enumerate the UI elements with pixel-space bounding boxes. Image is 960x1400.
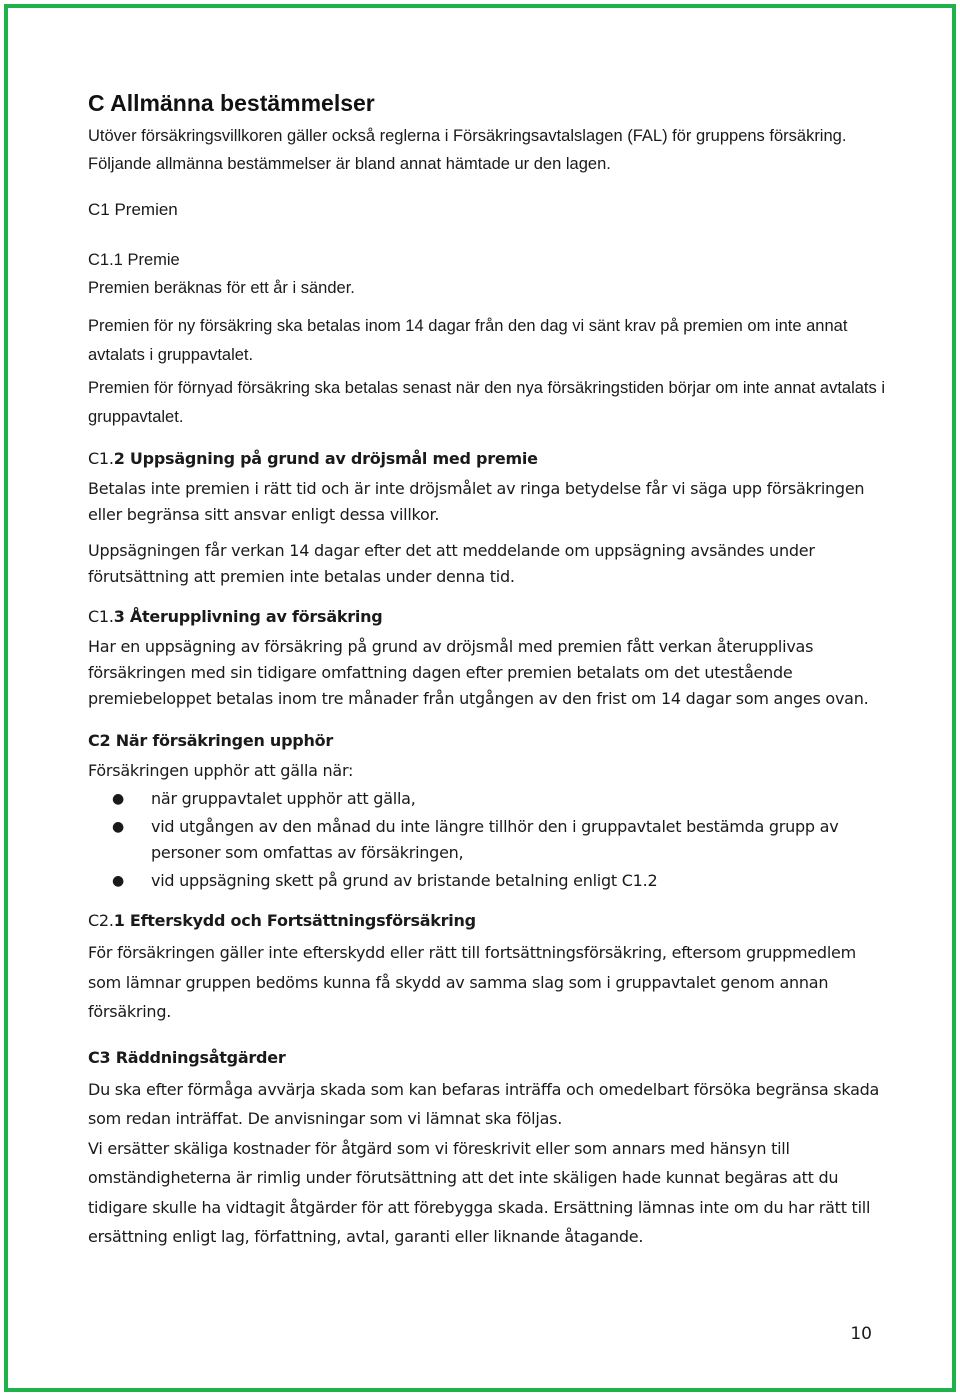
c13-title: 3 Återupplivning av försäkring (113, 607, 383, 626)
c11-paragraph-1: Premien beräknas för ett år i sänder. (88, 279, 355, 297)
list-item-text: när gruppavtalet upphör att gälla, (151, 789, 416, 808)
c11-paragraph-3: Premien för förnyad försäkring ska betalas senast när den nya försäkringstiden börjar om inte annat avtalats i gruppavtalet. (88, 379, 886, 426)
c11-heading (88, 246, 888, 274)
list-item (88, 868, 888, 894)
c12-paragraph-1: Betalas inte premien i rätt tid och är inte dröjsmålet av ringa betydelse får vi säga upp försäkringen eller begränsa sitt ansvar enligt dessa villkor. (88, 479, 865, 524)
c2-bullet-list (88, 786, 888, 894)
list-item (88, 786, 888, 812)
c11-paragraph-2: Premien för ny försäkring ska betalas inom 14 dagar från den dag vi sänt krav på premien om inte annat avtalats i gruppavtalet. (88, 317, 848, 364)
c13-paragraph: Har en uppsägning av försäkring på grund av dröjsmål med premien fått verkan återupplivas försäkringen med sin tidigare omfattning dagen efter premien betalats om det utestående premiebeloppet betalas inom tre månader från utgången av den frist om 14 dagar som anges ovan. (88, 637, 869, 708)
c21-number: C2. (88, 911, 114, 930)
c12-paragraph-2: Uppsägningen får verkan 14 dagar efter det att meddelande om uppsägning avsändes under förutsättning att premien inte betalas under denna tid. (88, 541, 815, 586)
c2-lead: Försäkringen upphör att gälla när: (88, 761, 354, 780)
page-content (88, 90, 888, 1252)
c21-heading (88, 908, 888, 934)
page-number: 10 (850, 1324, 872, 1344)
document-page (4, 4, 956, 1392)
bullet-icon: ● (112, 819, 124, 835)
c12-number: C1. (88, 449, 114, 468)
section-heading: C Allmänna bestämmelser (88, 90, 375, 116)
bullet-icon: ● (112, 873, 124, 889)
c3-heading: C3 Räddningsåtgärder (88, 1047, 286, 1067)
c13-heading (88, 604, 888, 630)
c21-title: 1 Efterskydd och Fortsättningsförsäkring (113, 911, 476, 930)
list-item (88, 814, 888, 866)
c12-heading (88, 446, 888, 472)
c11-title: Premie (122, 251, 180, 269)
c12-title: 2 Uppsägning på grund av dröjsmål med premie (113, 449, 538, 468)
list-item-text: vid uppsägning skett på grund av bristande betalning enligt C1.2 (151, 871, 658, 890)
bullet-icon: ● (112, 791, 124, 807)
c2-heading: C2 När försäkringen upphör (88, 731, 333, 750)
c13-number: C1. (88, 607, 114, 626)
c3-paragraph-2: Vi ersätter skäliga kostnader för åtgärd som vi föreskrivit eller som annars med hänsyn till omständigheterna är rimlig under förutsättning att det inte skäligen hade kunnat begäras att du tidigare skulle ha vidtagit åtgärder för att förebygga skada. Ersättning lämnas inte om du har rätt till ersättning enligt lag, författning, avtal, garanti eller liknande åtagande. (88, 1138, 871, 1246)
c11-number: C1.1 (88, 251, 123, 269)
intro-paragraph: Utöver försäkringsvillkoren gäller också reglerna i Försäkringsavtalslagen (FAL) för gruppens försäkring. Följande allmänna bestämmelser är bland annat hämtade ur den lagen. (88, 127, 847, 173)
c1-heading: C1 Premien (88, 200, 178, 219)
list-item-text: vid utgången av den månad du inte längre tillhör den i gruppavtalet bestämda grupp av personer som omfattas av försäkringen, (151, 817, 839, 862)
c3-paragraph-1: Du ska efter förmåga avvärja skada som kan befaras inträffa och omedelbart försöka begränsa skada som redan inträffat. De anvisningar som vi lämnat ska följas. (88, 1079, 880, 1128)
c21-paragraph: För försäkringen gäller inte efterskydd eller rätt till fortsättningsförsäkring, eftersom gruppmedlem som lämnar gruppen bedöms kunna få skydd av samma slag som i gruppavtalet genom annan försäkring. (88, 943, 856, 1021)
